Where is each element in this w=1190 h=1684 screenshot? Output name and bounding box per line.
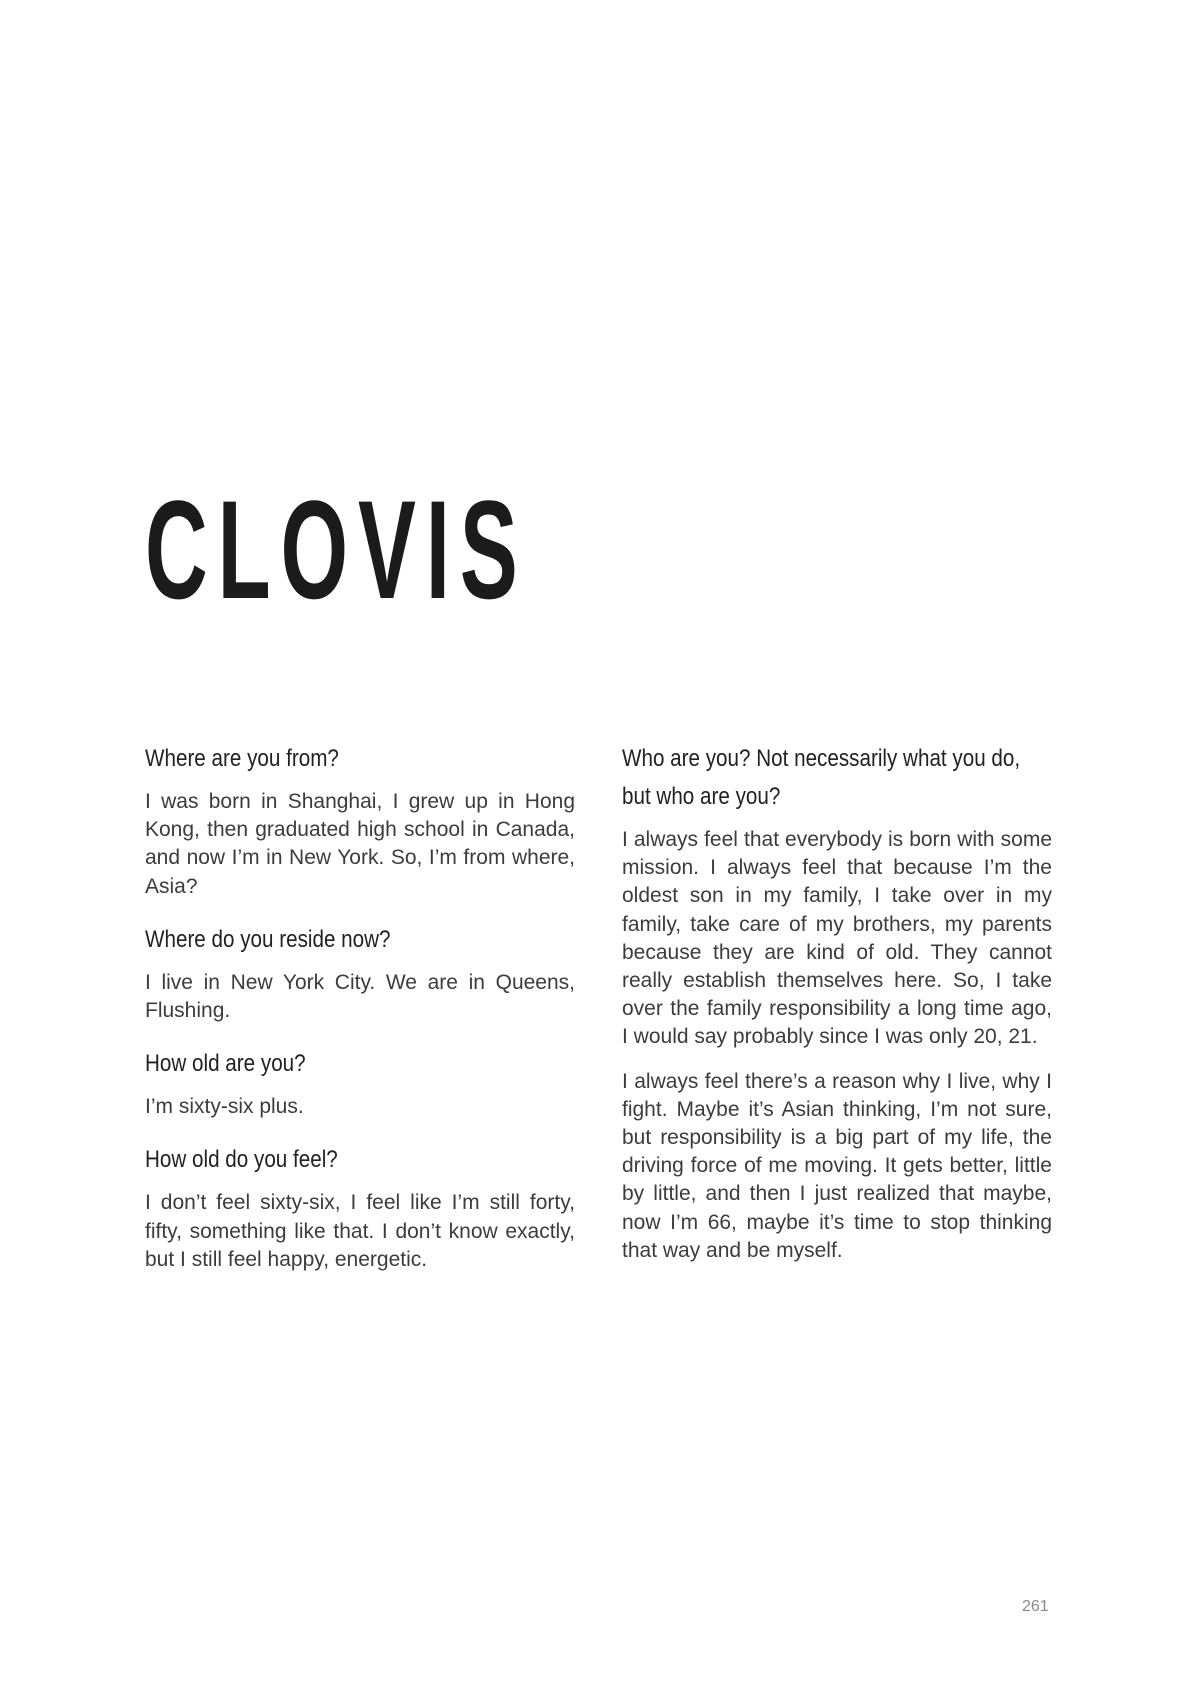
- question-heading: Who are you? Not necessarily what you do, but who are you?: [622, 745, 1021, 810]
- qa-block-age: [145, 1045, 575, 1121]
- question-heading: Where are you from?: [145, 745, 339, 772]
- answer-paragraph: I live in New York City. We are in Queens, Flushing.: [145, 970, 575, 1023]
- question-heading: How old do you feel?: [145, 1146, 338, 1174]
- qa-block-identity: [622, 740, 1052, 1265]
- qa-block-origin: [145, 740, 575, 901]
- qa-block-residence: [145, 921, 575, 1025]
- answer-paragraph: I always feel there’s a reason why I live, why I fight. Maybe it’s Asian thinking, I’m not sure, but responsibility is a big part of my life, the driving force of me moving. It gets better, little by little, and then I just realized that maybe, now I’m 66, maybe it’s time to stop thinking that way and be myself.: [622, 1069, 1052, 1262]
- right-column: [622, 740, 1052, 1285]
- answer-paragraph: I’m sixty-six plus.: [145, 1095, 304, 1119]
- question-heading: Where do you reside now?: [145, 925, 391, 953]
- page-title: CLOVIS: [145, 471, 528, 628]
- left-column: [145, 740, 575, 1294]
- page-number: 261: [1022, 1598, 1049, 1615]
- answer-paragraph: I always feel that everybody is born with some mission. I always feel that because I’m the oldest son in my family, I take over in my family, take care of my brothers, my parents because they are kind of old. They cannot really establish themselves here. So, I take over the family responsibility a long time ago, I would say probably since I was only 20, 21.: [622, 828, 1052, 1049]
- question-heading: How old are you?: [145, 1050, 306, 1078]
- answer-paragraph: I was born in Shanghai, I grew up in Hong Kong, then graduated high school in Canada, and now I’m in New York. So, I’m from where, Asia?: [145, 790, 575, 898]
- qa-block-felt-age: [145, 1141, 575, 1274]
- answer-paragraph: I don’t feel sixty-six, I feel like I’m still forty, fifty, something like that. I don’t know exactly, but I still feel happy, energetic.: [145, 1191, 575, 1271]
